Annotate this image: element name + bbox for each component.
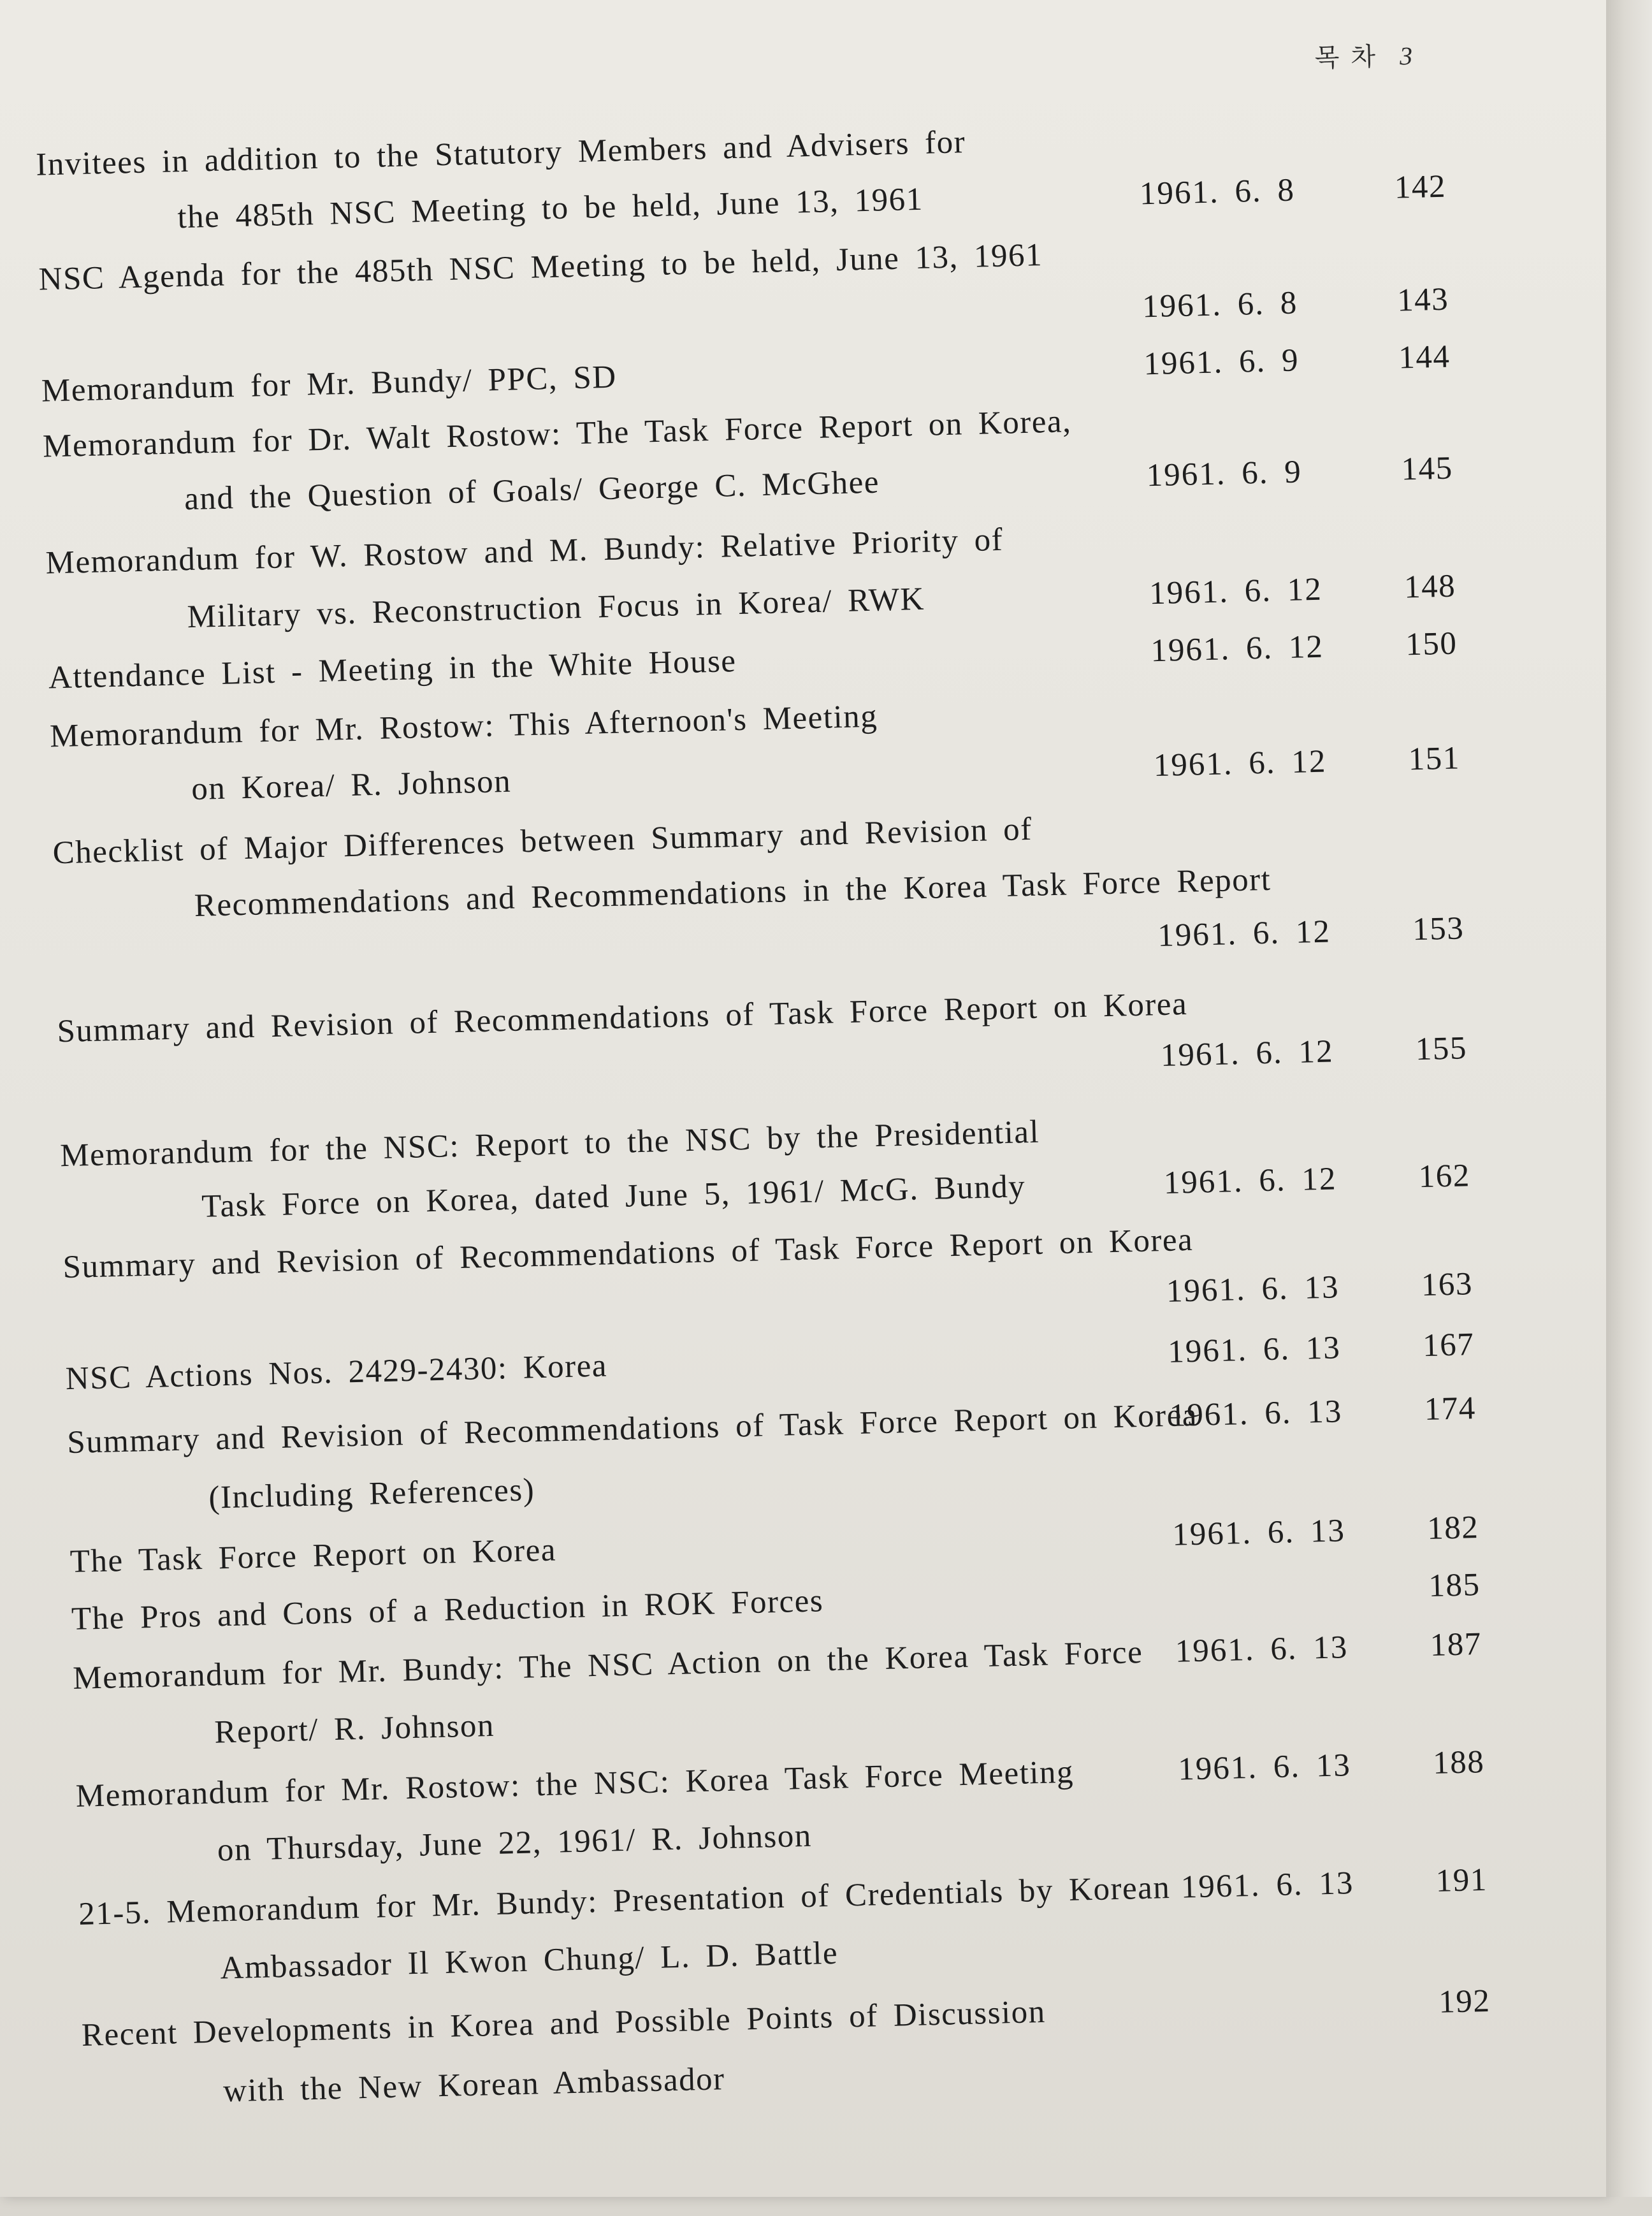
entry-date: 1961. 6. 12 <box>1148 571 1323 612</box>
running-head <box>1314 36 1416 75</box>
entry-title: Recommendations and Recommendations in the Korea Task Force Report <box>194 861 1272 924</box>
entry-date: 1961. 6. 13 <box>1166 1269 1340 1309</box>
entry-date: 1961. 6. 12 <box>1157 914 1331 954</box>
entry-page: 142 <box>1394 168 1447 206</box>
entry-title: Ambassador Il Kwon Chung/ L. D. Battle <box>219 1935 839 1986</box>
entry-page: 162 <box>1418 1158 1471 1195</box>
entry-title: The Pros and Cons of a Reduction in ROK Forces <box>71 1583 824 1638</box>
entry-title: Task Force on Korea, dated June 5, 1961/ McG. Bundy <box>201 1169 1026 1225</box>
entry-date: 1961. 6. 8 <box>1139 172 1296 212</box>
entry-page: 167 <box>1422 1327 1475 1364</box>
entry-page: 151 <box>1408 740 1461 778</box>
entry-title: Memorandum for Dr. Walt Rostow: The Task Force Report on Korea, <box>42 404 1072 465</box>
entry-page: 185 <box>1428 1567 1481 1604</box>
entry-title: Memorandum for Mr. Rostow: the NSC: Korea Task Force Meeting <box>75 1754 1075 1814</box>
entry-title: Invitees in addition to the Statutory Members and Advisers for <box>35 124 966 183</box>
entry-date: 1961. 6. 8 <box>1141 285 1298 325</box>
entry-date: 1961. 6. 12 <box>1160 1033 1335 1074</box>
entry-title: Memorandum for Mr. Bundy: The NSC Action on the Korea Task Force <box>72 1634 1143 1696</box>
entry-title: Summary and Revision of Recommendations of Task Force Report on Korea <box>66 1397 1198 1461</box>
entry-date: 1961. 6. 13 <box>1171 1513 1346 1553</box>
entry-page: 191 <box>1435 1862 1488 1899</box>
entry-date: 1961. 6. 9 <box>1143 342 1300 383</box>
entry-page: 187 <box>1430 1626 1482 1663</box>
entry-title: the 485th NSC Meeting to be held, June 13, 1961 <box>177 181 924 236</box>
entry-date: 1961. 6. 13 <box>1175 1629 1349 1670</box>
entry-date: 1961. 6. 13 <box>1167 1330 1342 1370</box>
entry-date: 1961. 6. 12 <box>1153 743 1327 784</box>
entry-date: 1961. 6. 12 <box>1163 1161 1337 1201</box>
entry-page: 148 <box>1403 568 1456 606</box>
entry-page: 145 <box>1400 450 1454 488</box>
entry-page: 192 <box>1438 1983 1491 2020</box>
entry-page: 163 <box>1421 1266 1474 1304</box>
entry-title: NSC Actions Nos. 2429-2430: Korea <box>65 1348 608 1397</box>
entry-title: The Task Force Report on Korea <box>69 1532 557 1580</box>
entry-title: Summary and Revision of Recommendations of Task Force Report on Korea <box>62 1221 1194 1286</box>
entry-title: with the New Korean Ambassador <box>222 2061 726 2110</box>
entry-date: 1961. 6. 13 <box>1180 1865 1354 1906</box>
section-title: 목 차 <box>1314 42 1379 73</box>
entry-date: 1961. 6. 9 <box>1146 454 1303 494</box>
entry-title: and the Question of Goals/ George C. McGhee <box>184 464 880 518</box>
entry-title: Memorandum for Mr. Rostow: This Afternoon's Meeting <box>49 698 878 755</box>
entry-page: 153 <box>1412 910 1465 948</box>
entry-date: 1961. 6. 13 <box>1177 1747 1352 1788</box>
entry-title: Memorandum for W. Rostow and M. Bundy: Relative Priority of <box>45 521 1004 581</box>
entry-page: 182 <box>1426 1510 1479 1547</box>
entry-page: 174 <box>1424 1390 1477 1428</box>
entry-title: Memorandum for the NSC: Report to the NSC by the Presidential <box>59 1114 1040 1174</box>
page-number: 3 <box>1399 41 1416 71</box>
entry-page: 150 <box>1405 625 1458 663</box>
entry-title: on Thursday, June 22, 1961/ R. Johnson <box>217 1818 813 1869</box>
toc-entry-line <box>14 1322 1621 1400</box>
entry-date: 1961. 6. 13 <box>1169 1394 1343 1434</box>
entry-title: Checklist of Major Differences between Summary and Revision of <box>52 811 1033 871</box>
entry-title: Military vs. Reconstruction Focus in Korea/ RWK <box>187 581 925 636</box>
entry-title: NSC Agenda for the 485th NSC Meeting to be held, June 13, 1961 <box>38 237 1043 298</box>
entry-date: 1961. 6. 12 <box>1150 629 1324 669</box>
entry-title: Report/ R. Johnson <box>214 1707 495 1751</box>
entry-title: Attendance List - Meeting in the White House <box>48 643 737 696</box>
entry-title: 21-5. Memorandum for Mr. Bundy: Presentation of Credentials by Korean <box>78 1870 1171 1932</box>
entry-title: Memorandum for Mr. Bundy/ PPC, SD <box>41 359 618 409</box>
entry-title: Summary and Revision of Recommendations of Task Force Report on Korea <box>56 986 1188 1050</box>
entry-title: on Korea/ R. Johnson <box>191 763 512 808</box>
entry-title: (Including References) <box>208 1472 535 1516</box>
entry-page: 144 <box>1398 339 1451 376</box>
entry-page: 155 <box>1415 1030 1468 1068</box>
entry-page: 143 <box>1396 281 1449 319</box>
entry-page: 188 <box>1432 1744 1485 1781</box>
entry-title: Recent Developments in Korea and Possible Points of Discussion <box>81 1994 1047 2053</box>
